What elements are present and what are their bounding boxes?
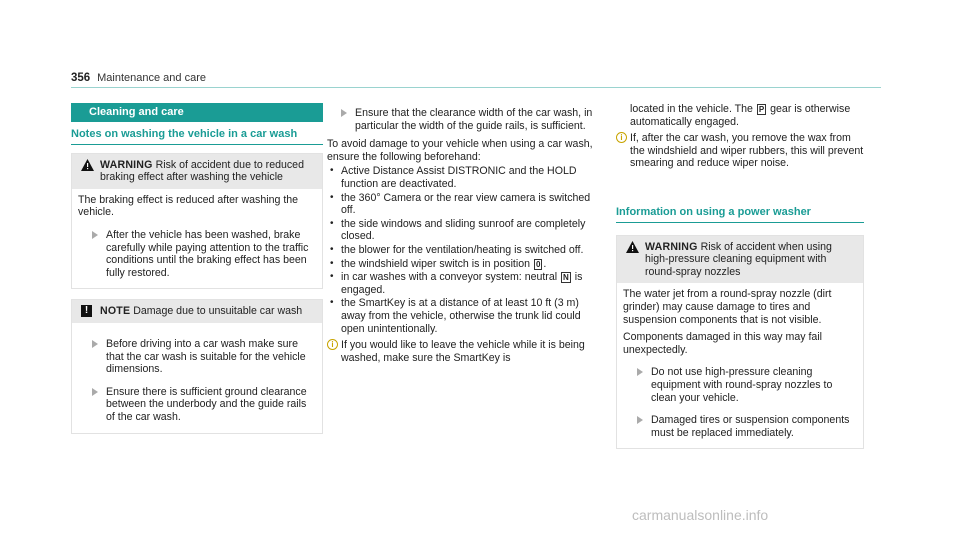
action-step bbox=[327, 107, 593, 132]
warning-body-text: The braking effect is reduced after washing the vehicle. bbox=[78, 193, 299, 219]
page-number: 356 bbox=[71, 72, 91, 84]
list-item: • Active Distance Assist DISTRONIC and the HOLD function are deactivated. bbox=[327, 165, 593, 190]
warning-body-text: Components damaged in this way may fail unexpectedly. bbox=[623, 331, 823, 356]
warning-box bbox=[616, 235, 864, 450]
list-item: • the windshield wiper switch is in position 0 . bbox=[327, 258, 593, 271]
action-step bbox=[78, 386, 316, 424]
warning-header bbox=[72, 154, 322, 189]
notice-body bbox=[72, 323, 322, 433]
step-text: Ensure there is sufficient ground clearance between the underbody and the guide rails of the car wash. bbox=[106, 385, 307, 423]
step-arrow-icon bbox=[92, 340, 98, 348]
section-heading-power-washer: Information on using a power washer bbox=[616, 206, 864, 223]
chapter-bar: Cleaning and care bbox=[71, 103, 323, 122]
continued-text-part: located in the vehicle. The bbox=[630, 103, 753, 115]
section-heading-car-wash: Notes on washing the vehicle in a car wash bbox=[71, 128, 323, 145]
notice-keyword: NOTE bbox=[100, 305, 131, 318]
warning-text: Risk of accident due to reduced braking effect after washing the vehicle bbox=[100, 158, 304, 184]
step-text: Damaged tires or suspension components must be replaced immediately. bbox=[651, 414, 850, 439]
step-text: After the vehicle has been washed, brake carefully while paying attention to the traffic conditions until the braking effect has been fully restored. bbox=[106, 228, 309, 279]
notice-text: Damage due to unsuitable car wash bbox=[133, 305, 303, 318]
intro-paragraph: To avoid damage to your vehicle when using a car wash, ensure the following beforehand: bbox=[327, 138, 593, 163]
info-text: If, after the car wash, you remove the wax from the windshield and wiper rubbers, this will prevent smearing and reduce wiper noise. bbox=[630, 132, 864, 170]
info-note bbox=[327, 339, 593, 364]
warning-triangle-icon bbox=[81, 159, 94, 171]
page-header bbox=[71, 72, 206, 85]
warning-body bbox=[72, 189, 322, 289]
checklist bbox=[327, 165, 593, 335]
step-text: Ensure that the clearance width of the car wash, in particular the width of the guide rails, is sufficient. bbox=[355, 107, 593, 132]
warning-keyword: WARNING bbox=[645, 240, 698, 253]
step-arrow-icon bbox=[92, 388, 98, 396]
warning-body bbox=[617, 283, 863, 448]
header-divider bbox=[71, 87, 881, 88]
park-gear-symbol: P bbox=[758, 105, 765, 114]
exclamation-icon: ! bbox=[81, 305, 92, 317]
notice-header bbox=[72, 300, 322, 323]
warning-box bbox=[71, 153, 323, 290]
neutral-gear-symbol: N bbox=[563, 273, 569, 283]
list-item bbox=[327, 271, 593, 296]
step-arrow-icon bbox=[92, 231, 98, 239]
list-item-text: in car washes with a conveyor system: neutral bbox=[341, 271, 558, 284]
warning-triangle-icon bbox=[626, 241, 639, 253]
action-step bbox=[623, 366, 857, 404]
info-text: If you would like to leave the vehicle while it is being washed, make sure the SmartKey is bbox=[341, 339, 585, 364]
column-2 bbox=[327, 103, 593, 364]
info-icon: i bbox=[327, 339, 338, 350]
action-step bbox=[78, 338, 316, 376]
column-3 bbox=[616, 103, 864, 449]
action-step bbox=[78, 229, 316, 279]
list-item-text: is engaged. bbox=[341, 271, 583, 296]
column-1 bbox=[71, 103, 323, 434]
continued-text bbox=[616, 103, 864, 128]
warning-keyword: WARNING bbox=[100, 158, 153, 171]
step-text: Before driving into a car wash make sure that the car wash is suitable for the vehicle dimensions. bbox=[106, 337, 306, 376]
step-arrow-icon bbox=[341, 109, 347, 117]
list-item: • the 360° Camera or the rear view camera is switched off. bbox=[327, 192, 593, 217]
step-arrow-icon bbox=[637, 416, 643, 424]
list-item: • the blower for the ventilation/heating is switched off. bbox=[327, 244, 593, 257]
notice-box bbox=[71, 299, 323, 433]
section-title: Maintenance and care bbox=[97, 72, 206, 84]
watermark: carmanualsonline.info bbox=[632, 507, 769, 523]
action-step bbox=[623, 414, 857, 439]
info-note bbox=[616, 132, 864, 170]
continued-text-part: gear is otherwise automatically engaged. bbox=[630, 103, 851, 128]
info-icon: i bbox=[616, 132, 627, 143]
warning-body-text: The water jet from a round-spray nozzle (dirt grinder) may cause damage to tires and suspension components that is not visible. bbox=[623, 288, 832, 326]
step-arrow-icon bbox=[637, 368, 643, 376]
step-text: Do not use high-pressure cleaning equipment with round-spray nozzles to clean your vehicle. bbox=[651, 366, 833, 404]
warning-text: Risk of accident when using high-pressure cleaning equipment with round-spray nozzles bbox=[645, 240, 832, 278]
list-item-text: the windshield wiper switch is in position bbox=[341, 257, 531, 270]
wiper-position-symbol: 0 bbox=[535, 259, 541, 269]
warning-header bbox=[617, 236, 863, 284]
list-item: • the SmartKey is at a distance of at least 10 ft (3 m) away from the vehicle, otherwise the trunk lid could open unintentionally. bbox=[327, 297, 593, 335]
list-item: • the side windows and sliding sunroof are completely closed. bbox=[327, 218, 593, 243]
